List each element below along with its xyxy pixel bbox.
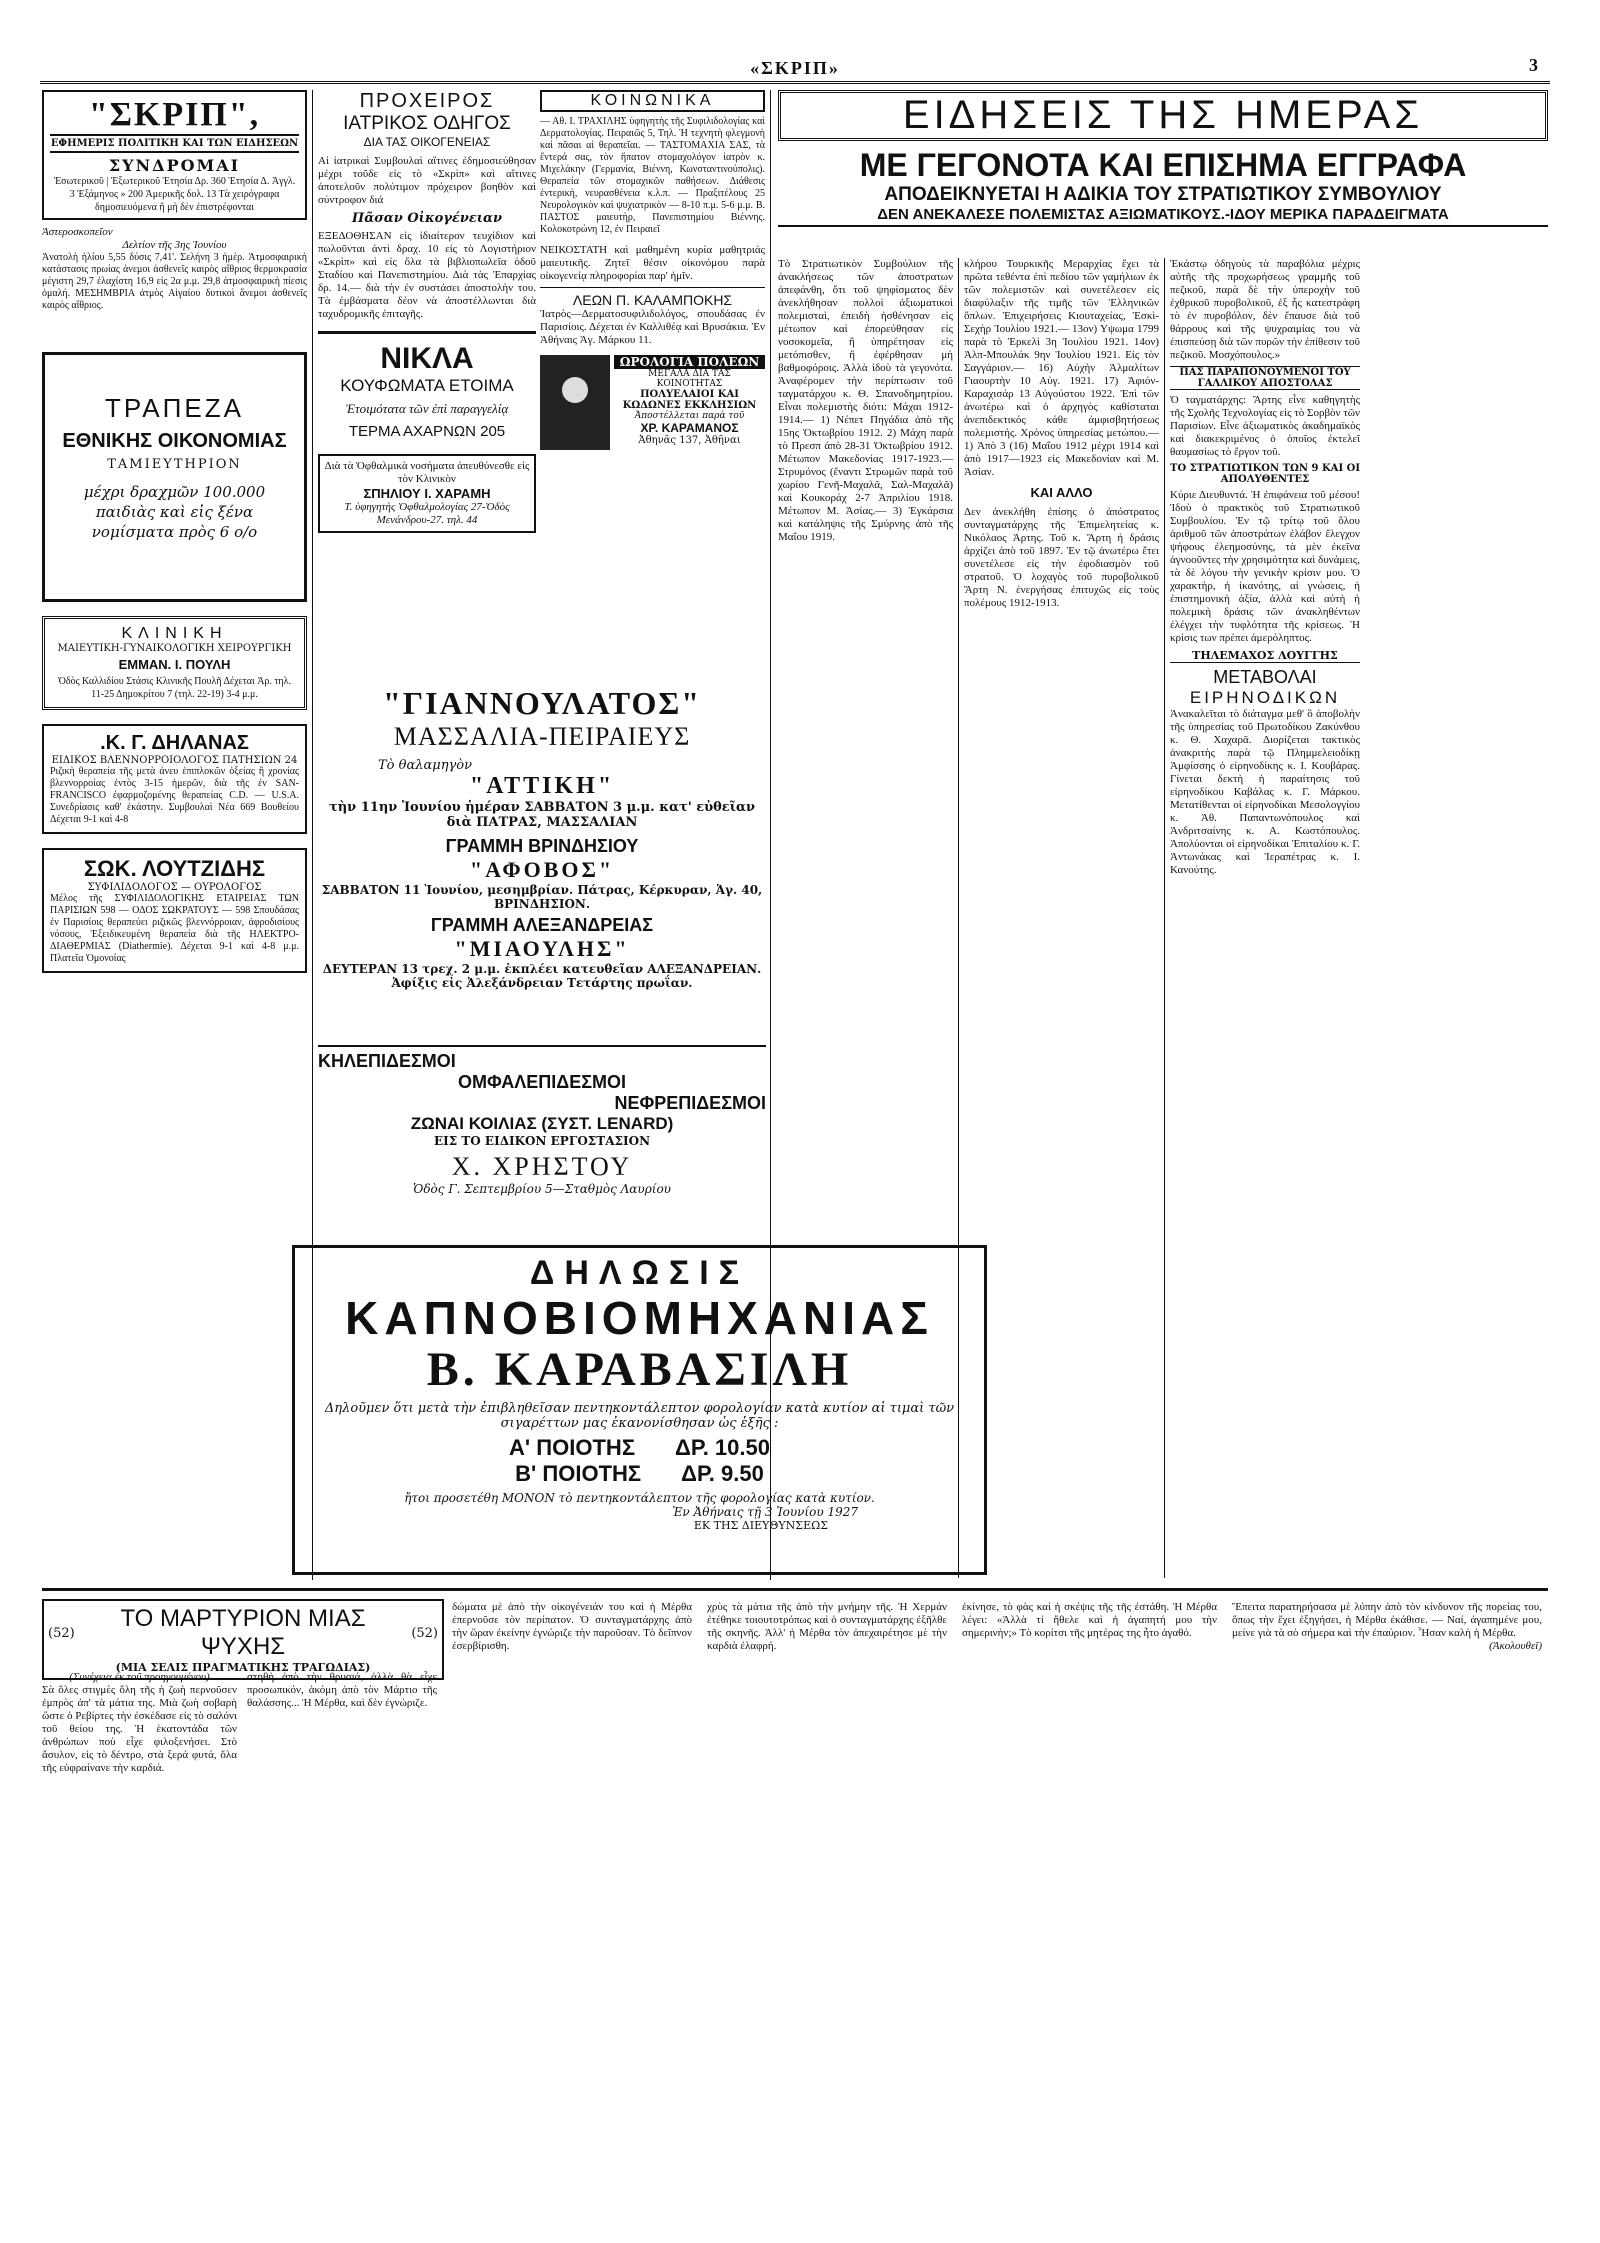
news-banner: ΕΙΔΗΣΕΙΣ ΤΗΣ ΗΜΕΡΑΣ — [778, 90, 1548, 141]
news-section — [778, 90, 1548, 1580]
clinic-doctor: ΕΜΜΑΝ. Ι. ΠΟΥΛΗ — [118, 657, 231, 672]
syphilis-ad — [42, 848, 307, 973]
belts-line3: ΝΕΦΡΕΠΙΔΕΣΜΟΙ — [614, 1093, 766, 1113]
news-signature: ΤΗΛΕΜΑΧΟΣ ΛΟΥΓΓΗΣ — [1170, 649, 1360, 663]
weather-report — [42, 226, 307, 312]
news-body-2: κλήρου Τουρκικῆς Μεραρχίας ἔχει τὰ πρῶτα τεθέντα ἐπὶ πεδίου τῶν γαμήλιων ἐκ τῶν πολεμιστῶν καὶ συνετέλεσεν εἰς διαφύλαξιν τῆς τιμῆς τῶν Ἑλληνικῶν ὅπλων. Ἐπιχειρήσεις Κιουταχείας, Ἐσκὶ-Σεχὴρ Ἰουλίου 1921.— 13ον) Υψωμα 1799 παρὰ τὸ Ἐρκελὶ 3η Ἰουλίου 1921. 14ον) Ἀλπ-Μπουλάκ 9ην Ἰουλίου 1921. Εἰς τὸν Σαγγάριον.— 16) Αὐχὴν Ἀλμαλίτων Γιαουρτὴν 10 Αὐγ. 1921. 17) Ἀφιόν-Καραχισάρ 13 Αὐγούστου 1922. Ἐπὶ τῶν ἀνωτέρω καὶ ὁ ἀρχηγὸς καθίσταται ἀνεπιδεκτικός κάθε ἀμφισβητήσεως πολεμιστής. Χρόνος ὑπηρεσίας μετώπου.— 1) Ἀπὸ 3 (16) Μαΐου 1912 μέχρι 1914 καὶ ἀπὸ 1917—1923 εἰς Μακεδονίαν καὶ Μ. Ἀσίαν. — [964, 258, 1159, 478]
guide-title: ΠΡΟΧΕΙΡΟΣ — [359, 90, 495, 112]
kai-allo-heading: ΚΑΙ ΑΛΛΟ — [1030, 485, 1093, 500]
running-head — [40, 55, 1550, 84]
serial-number: (52) — [48, 1625, 75, 1641]
news-rule — [958, 258, 959, 1578]
dentist-title: .Κ. Γ. ΔΗΛΑΝΑΣ — [100, 732, 249, 754]
serial-col-1 — [42, 1671, 237, 1775]
weather-date: Δελτίον τῆς 3ης Ἰουνίου — [122, 239, 227, 251]
watch-title: ΩΡΟΛΟΓΙΑ ΠΟΛΕΩΝ — [614, 355, 765, 369]
dentist-ad — [42, 724, 307, 834]
q1-label: Α' ΠΟΙΟΤΗΣ — [509, 1435, 636, 1460]
guide-sub: ΙΑΤΡΙΚΟΣ ΟΔΗΓΟΣ — [343, 113, 511, 134]
section3-heading: ΤΟ ΣΤΡΑΤΙΩΤΙΚΟΝ ΤΩΝ 9 ΚΑΙ ΟΙ ΑΠΟΛΥΘΕΝΤΕΣ — [1170, 463, 1360, 485]
serial-col-2 — [247, 1671, 437, 1710]
serial-end: (Ἀκολουθεῖ) — [1489, 1640, 1542, 1652]
belts-line4: ΖΩΝΑΙ ΚΟΙΛΙΑΣ (ΣΥΣΤ. LENARD) — [410, 1114, 674, 1133]
news-body-5: Ὁ ταγματάρχης: Ἄρτης εἶνε καθηγητὴς τῆς Σχολῆς Τεχνολογίας εἰς τὸ Σορβὸν τῶν Παρισίων. Εἶνε ἀξιωματικὸς ἀκαδημαϊκὸς καὶ διακεκριμένος ὁ ὁποῖος ἐκτελεῖ θαυμασίως τὸ ἔργον τοῦ. — [1170, 394, 1360, 458]
news-body-7: Ἀνακαλεῖται τὸ διάταγμα μεθ' ὃ ἀποβολὴν τῆς ὑπηρεσίας τοῦ Πρωτοδίκου Ζακύνθου κ. Θ. Χαχαρᾶ. Διορίζεται τακτικὸς ἀνακριτὴς παρὰ τῷ Πλημμελειοδίκῃ Ἀμφίσσης ὁ εἰρηνοδίκης κ. Ι. Κουβάρας. Γίνεται δεκτὴ ἡ παραίτησις τοῦ εἰρηνοδίκου Καβάλας κ. Γ. Μάρκου. Μετατίθενται οἱ εἰρηνοδίκαι Μεσολογγίου κ. Ἀθ. Παπαντωνόπουλος καὶ Ἀνδριτσαίνης κ. Α. Κωστόπουλος. Ἀπολύονται οἱ εἰρηνοδίκαι Ἐπιταλίου κ. Γ. Ἀντωνάκας καὶ Ἱεραπέτρας κ. Ι. Κανούτης. — [1170, 708, 1360, 876]
syph-text: Μέλος τῆς ΣΥΦΙΛΙΔΟΛΟΓΙΚΗΣ ΕΤΑΙΡΕΙΑΣ ΤΩΝ ΠΑΡΙΣΙΩΝ 598 — ΟΔΟΣ ΣΩΚΡΑΤΟΥΣ — 598 Σπουδάσας ἐν Παρισίοις θεραπεύει ριζικῶς βλεννόρροιαν, ἀφροδισίους νόσους, Ἐξειδικευμένη θεραπεία διὰ τῆς ΗΛΕΚΤΡΟ-ΔΙΑΘΕΡΜΙΑΣ (Diathermie). Δέχεται 9-1 καὶ 4-8 μ.μ. Πλατεῖα Ὁμονοίας — [50, 893, 299, 964]
eyes-text: Διὰ τὰ Ὀφθαλμικὰ νοσήματα ἀπευθύνεσθε εἰς τὸν Κλινικὸν — [324, 460, 530, 485]
news-body-6: Κύριε Διευθυντά. Ἡ ἐπιφάνεια τοῦ μέσου! Ἰδοὺ ὁ πρακτικὸς τοῦ Στρατιωτικοῦ Συμβουλίου. Ἐν τῷ τρίτῳ τοῦ ὅλου ἀριθμοῦ τῶν ἀποστράτων ἐλάβον ἔλεγχον ψήφους ἐλεημοσύνης, τὰ μὲν ἐκεῖνα ἀγνοοῦντες τὴν χρησιμότητα καὶ δυνάμεις, τὰ δὲ λόγου τὴν γενικὴν κρίσιν μου. Ὁ χαρακτὴρ, ἡ ἱκανότης, αἱ γνώσεις, ἡ ἐπιστημονικὴ ἀξία, ἀλλὰ καὶ αὐτὴ ἡ πολεμικὴ δράσις τῶν ἀνακληθέντων ἐλέγχει τὴν τυφλότητα τῆς κρίσεως. Ἡ κρίσις των πρέπει ἀμερόληπτος. — [1170, 489, 1360, 644]
clock-face-icon — [562, 377, 588, 403]
clinic-sub: ΜΑΙΕΥΤΙΚΗ-ΓΥΝΑΙΚΟΛΟΓΙΚΗ ΧΕΙΡΟΥΡΓΙΚΗ — [57, 643, 292, 654]
belts-line2: ΟΜΦΑΛΕΠΙΔΕΣΜΟΙ — [457, 1072, 627, 1092]
nurse-text: ΝΕΙΚΟΣΤΑΤΗ καὶ μαθημένη κυρία μαθητριάς μαιευτικῆς. Ζητεῖ θέσιν οἰκονόμου παρὰ οἰκογενείᾳ πληροφορίαι παρ' ἡμῖν. — [540, 244, 765, 282]
belts-address: Ὁδὸς Γ. Σεπτεμβρίου 5—Σταθμὸς Λαυρίου — [413, 1182, 671, 1196]
weather-text: Ἀνατολὴ ἡλίου 5,55 δύσις 7,41'. Σελήνη 3 ἡμέρ. Ἀτμοσφαιρικὴ κατάστασις πρωίας ἀνεμοι ἀσθενεῖς καιρὸς αἴθριος θερμοκρασία μέγιστη 29,7 ἐλαχίστη 16,9 εἰς 2α μ.μ. 29,8 ἀτμοσφαιρικὴ πίεσις ὁμαλή. ΜΕΣΗΜΒΡΙΑ ἀτμὸς Αἰγαίου δυτικοὶ ἄνεμοι ἀσθενεῖς καιρὸς αἴθριος. — [42, 252, 307, 311]
ship1-name: "ΑΤΤΙΚΗ" — [469, 773, 615, 799]
news-col-c — [1170, 258, 1360, 1578]
ship1-text: τὴν 11ην Ἰουνίου ἡμέραν ΣΑΒΒΑΤΟΝ 3 μ.μ. κατ' εὐθεῖαν διὰ ΠΑΤΡΑΣ, ΜΑΣΣΑΛΙΑΝ — [328, 800, 756, 830]
bank-ad — [42, 352, 307, 602]
serial-number-2: (52) — [411, 1625, 438, 1641]
guide-heading: Πᾶσαν Οἰκογένειαν — [351, 211, 503, 226]
clock-tower-illustration — [540, 355, 610, 450]
belts-line1: ΚΗΛΕΠΙΔΕΣΜΟΙ — [318, 1051, 456, 1071]
tobacco-text: Δηλοῦμεν ὅτι μετὰ τὴν ἐπιβληθεῖσαν πεντηκοντάλεπτον φορολογίαν κατὰ κυτίον αἱ τιμαὶ τῶν σιγαρέττων μας ἐκανονίσθησαν ὡς ἑξῆς : — [324, 1401, 955, 1431]
serial-col-4 — [707, 1601, 947, 1653]
eirinodikon-heading: ΕΙΡΗΝΟΔΙΚΩΝ — [1189, 688, 1341, 707]
news-headline: ΜΕ ΓΕΓΟΝΟΤΑ ΚΑΙ ΕΠΙΣΗΜΑ ΕΓΓΡΑΦΑ — [859, 147, 1467, 183]
q1-price: ΔΡ. 10.50 — [675, 1435, 770, 1460]
tobacco-note: ἤτοι προσετέθη ΜΟΝΟΝ τὸ πεντηκοντάλεπτον τῆς φορολογίας κατὰ κυτίον. — [404, 1491, 875, 1505]
bank-title: ΤΡΑΠΕΖΑ — [105, 393, 244, 423]
serial-continued: (Συνέχεια ἐκ τοῦ προηγουμένου) — [69, 1671, 210, 1683]
shipping-ad — [318, 685, 766, 1040]
section2-heading: ΠΑΣ ΠΑΡΑΠΟΝΟΥΜΕΝΟΙ ΤΟΥ ΓΑΛΛΙΚΟΥ ΑΠΟΣΤΟΛΑΣ — [1170, 366, 1360, 390]
clinic-text: Ὁδὸς Καλλιδίου Στάσις Κλινικῆς Πουλῆ Δέχεται Ἀρ. τηλ. 11-25 Δημοκρίτου 7 (τηλ. 22-19) 3-4 μ.μ. — [57, 676, 292, 700]
syph-title: ΣΩΚ. ΛΟΥΤΖΙΔΗΣ — [83, 856, 266, 881]
belts-name: Χ. ΧΡΗΣΤΟΥ — [451, 1152, 633, 1181]
q2-price: ΔΡ. 9.50 — [681, 1461, 764, 1486]
guide-text2: ΕΞΕΔΟΘΗΣΑΝ εἰς ἰδιαίτερον τευχίδιον καὶ πωλοῦνται ἀντὶ δραχ. 10 εἰς τὸ Λογιστήριον «Σκρὶπ» καὶ εἰς ὅλα τὰ βιβλιοπωλεῖα ὁδοῦ Σταδίου καὶ Πανεπιστημίου. Διὰ τὰς Ἐπαρχίας δρ. 14.— διὰ τὴν ἐν συστάσει ἀποστολὴν του. Τὰ ἐμβάσματα δέον νὰ ἀποστέλλωνται διὰ ταχυδρομικῆς ἐπιταγῆς. — [318, 230, 536, 320]
news-body-3: Δεν ἀνεκλήθη ἐπίσης ὁ ἀπόστρατος συνταγματάρχης τῆς Ἐπιμελητείας κ. Νικόλαος Ἀρτης. Τοῦ κ. Ἄρτη ἡ δράσις ἀρχίζει ἀπὸ τοῦ 1897. Ἐν τῷ ἀνωτέρω ἔτει συνετέλεσε εἰς τὴν ἐφοδιασμὸν τοῦ στρατοῦ. Ὁ λοχαγὸς τοῦ πυροβολικοῦ Ἄρτη Ν. ἐνεργήσας ἐπιτυχῶς εἰς τοὺς πολέμους 1912-1913. — [964, 506, 1159, 609]
nickel-sub: ΚΟΥΦΩΜΑΤΑ ΕΤΟΙΜΑ — [340, 376, 514, 395]
divider — [318, 331, 536, 334]
column-3 — [540, 90, 765, 680]
shipping-company: "ΓΙΑΝΝΟΥΛΑΤΟΣ" — [382, 685, 702, 721]
serial-p3: δώματα μὲ ἀπὸ τὴν οἰκογένειάν του καὶ ἡ Μέρθα ἐπερνοῦσε τὸν περίπατον. Ὁ συνταγματάρχης ἀπὸ τὴν ὥραν ἐκείνην ἐγνώριζε τὴν παροῦσαν. Τὸ δεῖπνον ἐσερβίρισθη. — [452, 1601, 692, 1652]
eyes-ad — [318, 454, 536, 533]
watch-label: Ἀποστέλλεται παρὰ τοῦ — [634, 411, 745, 421]
tobacco-sign: ΕΚ ΤΗΣ ΔΙΕΥΘΥΝΣΕΩΣ — [693, 1519, 828, 1532]
doctor-text: Ἰατρὸς—Δερματοσυφιλιδολόγος, σπουδάσας ἐν Παρισίοις. Δέχεται ἐν Καλλιθέᾳ καὶ Βρυσάκια. Ἐν Ἀθήναις Ἁγ. Μάρκου 11. — [540, 308, 765, 346]
clinic-ad — [42, 616, 307, 710]
belts-ad — [318, 1045, 766, 1251]
serial-title: ΤΟ ΜΑΡΤΥΡΙΟΝ ΜΙΑΣ ΨΥΧΗΣ — [120, 1605, 366, 1660]
nickel-address: ΤΕΡΜΑ ΑΧΑΡΝΩΝ 205 — [348, 423, 506, 440]
guide-sub2: ΔΙΑ ΤΑΣ ΟΙΚΟΓΕΝΕΙΑΣ — [363, 135, 491, 149]
serial-sub: (ΜΙΑ ΣΕΛΙΣ ΠΡΑΓΜΑΤΙΚΗΣ ΤΡΑΓΩΔΙΑΣ) — [115, 1661, 371, 1674]
bank-name: ΕΘΝΙΚΗΣ ΟΙΚΟΝΟΜΙΑΣ — [62, 430, 287, 452]
news-col-a — [778, 258, 953, 1578]
eyes-name: ΣΠΗΛΙΟΥ Ι. ΧΑΡΑΜΗ — [363, 486, 491, 501]
ship2-text: ΣΑΒΒΑΤΟΝ 11 Ἰουνίου, μεσημβρίαν. Πάτρας, Κέρκυραν, Ἁγ. 40, ΒΡΙΝΔΗΣΙΟΝ. — [321, 883, 763, 911]
watch-sub2: ΠΟΛΥΕΛΑΙΟΙ ΚΑΙ ΚΩΔΩΝΕΣ ΕΚΚΛΗΣΙΩΝ — [622, 389, 757, 411]
weather-label: Ἀστεροσκοπεῖον — [42, 226, 113, 238]
tobacco-date: Ἐν Ἀθήναις τῇ 3 Ἰουνίου 1927 — [672, 1505, 858, 1519]
newspaper-runhead-title: «ΣΚΡΙΠ» — [750, 57, 840, 78]
masthead-subtitle: ΕΦΗΜΕΡΙΣ ΠΟΛΙΤΙΚΗ ΚΑΙ ΤΩΝ ΕΙΔΗΣΕΩΝ — [50, 134, 299, 153]
serial-col-3 — [452, 1601, 692, 1653]
shipping-route: ΜΑΣΣΑΛΙΑ-ΠΕΙΡΑΙΕΥΣ — [393, 722, 691, 751]
ship2-name: "ΑΦΟΒΟΣ" — [469, 857, 615, 882]
masthead-title: "ΣΚΡΙΠ", — [88, 96, 261, 133]
ship3-text: ΔΕΥΤΕΡΑΝ 13 τρεχ. 2 μ.μ. ἐκπλέει κατευθεῖαν ΑΛΕΞΑΝΔΡΕΙΑΝ. Ἀφίξις εἰς Ἀλεξάνδρειαν Τετάρτης πρωΐαν. — [322, 962, 762, 990]
dentist-sub: ΕΙΔΙΚΟΣ ΒΛΕΝΝΟΡΡΟΙΟΛΟΓΟΣ ΠΑΤΗΣΙΩΝ 24 — [51, 755, 298, 766]
watch-address: Ἀθηνᾶς 137, Ἀθῆναι — [638, 435, 741, 446]
doctor-name: ΛΕΩΝ Π. ΚΑΛΑΜΠΟΚΗΣ — [572, 292, 733, 308]
news-rule — [1164, 258, 1165, 1578]
column-1 — [42, 90, 307, 1570]
column-2 — [318, 90, 536, 680]
serial-col-6 — [1232, 1601, 1542, 1653]
watch-sub: ΜΕΓΑΛΑ ΔΙΑ ΤΑΣ ΚΟΙΝΟΤΗΤΑΣ — [648, 369, 731, 389]
syph-sub: ΣΥΦΙΛΙΔΟΛΟΓΟΣ — ΟΥΡΟΛΟΓΟΣ — [87, 882, 262, 893]
serial-col-5 — [962, 1601, 1217, 1640]
q2-label: Β' ΠΟΙΟΤΗΣ — [515, 1461, 642, 1486]
watch-ad — [540, 355, 765, 450]
news-subhead: ΑΠΟΔΕΙΚΝΥΕΤΑΙ Η ΑΔΙΚΙΑ ΤΟΥ ΣΤΡΑΤΙΩΤΙΚΟΥ ΣΥΜΒΟΥΛΙΟΥ — [884, 184, 1442, 205]
line2-heading: ΓΡΑΜΜΗ ΒΡΙΝΔΗΣΙΟΥ — [445, 836, 639, 856]
social-text: — Αθ. Ι. ΤΡΑΧΙΛΗΣ ὑφηγητὴς τῆς Συφιλιδολογίας καὶ Δερματολογίας. Πειραιῶς 5, Τηλ. Ἡ τεχνητὴ φλεγμονὴ καὶ πᾶσαι αἱ θεραπεῖαι. — ΤΑΣΤΟΜΑΧΙΑ ΣΑΣ, τὰ ἔντερά σας, τὸν ἥπατον στομαχολόγον ἰατρὸν κ. Μιχελάκην (Γερμανία, Βιέννη, Κωνσταντινούπολις). Θεραπεία τῶν στομαχικῶν παθήσεων. Διάθεσις ἐντερικὴ, νευρασθένεια κ.λ.π. — Πραξιτέλους 25 Νευρολογικὸν καὶ ψυχιατρικὸν — 8-10 π.μ. 5-6 μ.μ. Β. ΠΑΣΤΟΣ μαιευτὴρ, Πανεπιστημίου Βιέννης. Κολοκοτρώνη 12, ἐν Πειραιεῖ — [540, 116, 765, 235]
belts-line5: ΕΙΣ ΤΟ ΕΙΔΙΚΟΝ ΕΡΓΟΣΤΑΣΙΟΝ — [433, 1134, 651, 1148]
serial-p6: Ἔπειτα παρατηρήσασα μὲ λύπην ἀπὸ τὸν κίνδυνον τῆς πορείας του, ὅπως τὴν ἔχει ἐξηγήσει, ἡ Μέρθα ἐκάθισε. — Ναί, ἀγαπημένε μου, μείνε γιὰ τὰ σὸ σήμερα καὶ τὴν ἐπαύριον. Ἦσαν καλὴ ἡ Μέρθα. — [1232, 1601, 1542, 1639]
page-number: 3 — [1529, 55, 1540, 75]
news-body-4: Ἐκάστῳ ὀδηγοὺς τὰ παραβόλια μέχρις αὐτῆς τῆς προχωρήσεως γραμμῆς τοῦ πεζικοῦ, παρὰ δὲ τὴν ὑπεροχὴν τοῦ ἐχθρικοῦ πυροβολικοῦ, ἐξ ἧς κατεστράφη τὸ ἐν πυροβόλον, δὲν ἔπαυσε διὰ τοῦ θάρρους καὶ τῆς ψυχραιμίας του νὰ ἐπισπεύσῃ διὰ τῶν πυρῶν τὴν ἐπίθεσιν τοῦ πεζικοῦ. Μοσχόπουλος.» — [1170, 258, 1360, 361]
serial-header — [42, 1599, 444, 1680]
tobacco-heading: ΔΗΛΩΣΙΣ — [529, 1254, 750, 1292]
masthead-box — [42, 90, 307, 220]
eyes-address: Τ. ὑφηγητὴς Ὀφθαλμολογίας 27-Ὁδὸς Μενάνδρου-27. τηλ. 44 — [344, 501, 510, 526]
guide-text: Αἱ ἰατρικαὶ Συμβουλαὶ αἵτινες ἐδημοσιεύθησαν μέχρι τοῦδε εἰς τὸ «Σκρὶπ» καὶ αἵτινες ἀποτελοῦν πολύτιμον πρόχειρον βοηθὸν καὶ σύντροφον διά — [318, 155, 536, 206]
serial-p4: χρὺς τὰ μάτια τῆς ἀπὸ τὴν μνήμην τῆς. Ἡ Χερμάν ἐτέθηκε τοιουτοτρόπως καὶ ὁ συνταγματάρχης ἐξῆλθε τῆς σκηνῆς. Ἀλλ' ἡ Μέρθα τὸν ἀπεχαιρέτησε μὲ τὴν καρδιὰ ἐλαφρή. — [707, 1601, 947, 1652]
tobacco-name: Β. ΚΑΡΑΒΑΣΙΛΗ — [426, 1343, 853, 1396]
tobacco-heading2: ΚΑΠΝΟΒΙΟΜΗΧΑΝΙΑΣ — [345, 1292, 934, 1344]
line3-heading: ΓΡΑΜΜΗ ΑΛΕΞΑΝΔΡΕΙΑΣ — [430, 915, 654, 935]
serial-p2: στηθὴ ἀπὸ τὴν θρυσιά, ἀλλὰ θὰ εἶχε προσωπικόν, ἀκόμη ἀπὸ τὸν Μάρτιο τῆς θαλάσσης... Ἡ Μέρθα, καὶ δὲν ἐγνώριζε. — [247, 1671, 437, 1709]
news-col-b — [964, 258, 1159, 1578]
bank-text: μέχρι δραχμῶν 100.000 παιδιὰς καὶ εἰς ξένα νομίσματα πρὸς 6 ο/ο — [83, 483, 266, 541]
news-body-1: Τὸ Στρατιωτικὸν Συμβούλιον τῆς ἀνακλήσεως τῶν ἀποστρατων ἀπεφάνθη, ὅτι τοῦ ψηφίσματος δὲν ἀνεκλήθησαν πολλοὶ ἀξιωματικοὶ πολεμισταὶ, ἐπειδὴ ἠσθένησαν εἰς μέτωπον καὶ ἐπορεύθησαν εἰς νοσοκομεῖα, ἢ ὑπηρέτησαν εἰς μετόπισθεν, ἢ ἐφέρθησαν μὴ βαθμοφόροις. Ἀλλὰ ἰδοὺ τὰ γεγονότα. Ἀναφέρομεν τὴν περίπτωσιν τοῦ ταγματάρχου κ. Θ. Σπανοδημητρίου. Εἶναι πολεμιστὴς διότι: Μάχαι 1912-1914.— 1) Νέπετ Πηγάδια ἀπὸ τῆς 15ης Ὀκτωβρίου 1912. 2) Μάχη παρὰ τὸ Πρεσπ ἀπὸ 28-31 Ὀκτωβρίου 1912. Μέτωπον Μακεδονίας 1917-1923.— Στρυμόνος (ἔναντι Στρωμῶν παρὰ τοῦ χωρίου Γενῆ-Μαχαλᾶ, Σαλ-Μαχαλᾶ) καὶ Κουκοράχ 2-7 Ἀπριλίου 1918. Μέτωπον Μ. Ἀσίας.— 3) Ἐγκάρσια καὶ κατάληψις τῆς Σμύρνης ἀπὸ τῆς Μαΐου 1919. — [778, 258, 953, 543]
news-subhead2: ΔΕΝ ΑΝΕΚΑΛΕΣΕ ΠΟΛΕΜΙΣΤΑΣ ΑΞΙΩΜΑΤΙΚΟΥΣ.-ΙΔΟΥ ΜΕΡΙΚΑ ΠΑΡΑΔΕΙΓΜΑΤΑ — [778, 206, 1548, 227]
bank-sub: ΤΑΜΙΕΥΤΗΡΙΟΝ — [107, 457, 242, 472]
ship-label: Τὸ θαλαμηγὸν — [378, 758, 472, 773]
social-title: ΚΟΙΝΩΝΙΚΑ — [540, 90, 765, 112]
metabolai-heading: ΜΕΤΑΒΟΛΑΙ — [1213, 667, 1317, 687]
subscriptions-text: Ἐσωτερικοῦ | Ἐξωτερικοῦ Ἐτησία Δρ. 360 Ἐτησία Δ. Ἀγγλ. 3 Ἑξάμηνος » 200 Ἀμερικῆς δολ. 13 Τὰ χειρόγραφα δημοσιευόμενα ἢ μὴ δὲν ἐπιστρέφονται — [53, 176, 296, 213]
nickel-title: ΝΙΚΛΑ — [380, 342, 474, 375]
serial-p1: Σὰ ὅλες στιγμὲς ὅλη τῆς ἡ ζωὴ περνοῦσεν ἐμπρὸς ἀπ' τὰ μάτια της. Μιὰ ζωὴ σοβαρὴ ὥστε ὁ Ρεβίρτες τὴν ἐσκέδασε εἰς τὸ σαλόνι τοῦ θείου της. Ἡ ἑκατοντάδα τῶν ἀνθρώπων ποὺ εἶχε φιλοξενήσει. Στὸ ἄσυλον, εἰς τὸ δέντρο, στὰ ξερά φυτά, ὅλα τῆς εὐφραίνανε τὴν καρδιά. — [42, 1684, 237, 1774]
nickel-text: Ἐτοιμότατα τῶν ἐπὶ παραγγελίᾳ — [345, 401, 509, 416]
dentist-text: Ριζικὴ θεραπεία τῆς μετὰ ἀνευ ἐπιπλοκῶν ὀξείας ἢ χρονίας βλεννορροίας ἐντὸς 3-15 ἡμερῶν, διὰ τῆς ἐν SAN-FRANCISCO ἐφαρμοζομένης θεραπείας C.D. — U.S.A. Συνεδρίασις καθ' ἑκάστην. Συμβουλαὶ Νέα 669 Βουθείου Δέχεται 9-1 καὶ 4-8 — [50, 766, 299, 825]
ship3-name: "ΜΙΑΟΥΛΗΣ" — [454, 936, 630, 961]
subscriptions-heading: ΣΥΝΔΡΟΜΑΙ — [108, 156, 241, 175]
clinic-title: ΚΛΙΝΙΚΗ — [121, 625, 228, 642]
divider — [540, 287, 765, 288]
watch-name: ΧΡ. ΚΑΡΑΜΑΝΟΣ — [640, 421, 739, 435]
serial-p5: ἐκίνησε, τὸ φὰς καὶ ἡ σκέψις τῆς τῆς ἐστάθη. Ἡ Μέρθα λέγει: «Ἀλλὰ τί ἤθελε καὶ ἡ ἀγαπητή μου τὴν σημερινὴν;» Τὸ κορίτσι τῆς μητέρας της ἦτο ἀγαθό. — [962, 1601, 1217, 1639]
serial-section — [42, 1588, 1548, 2191]
